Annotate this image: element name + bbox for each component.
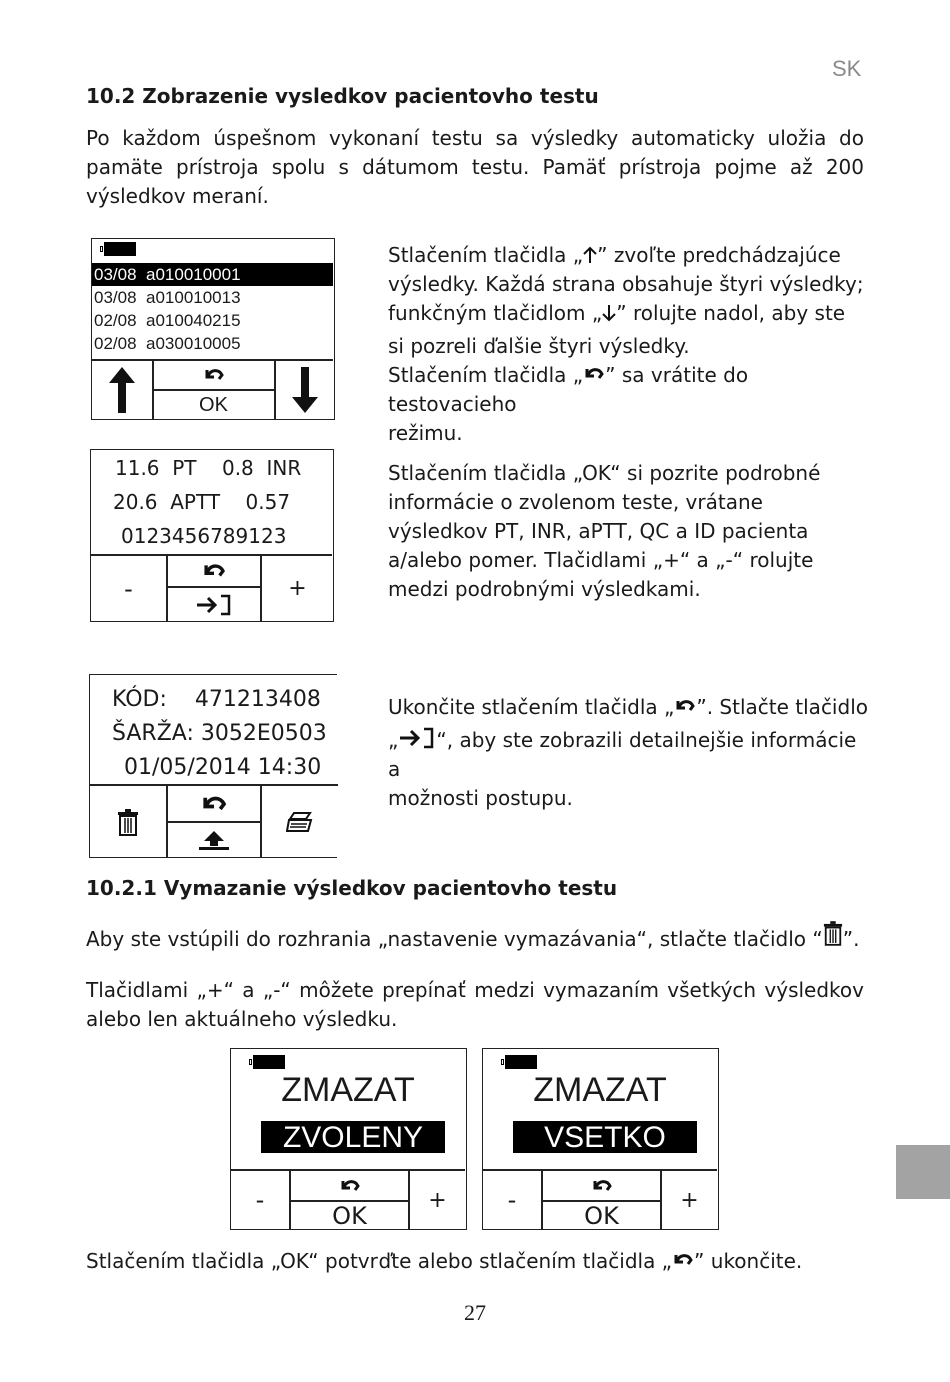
up-arrow-icon bbox=[109, 367, 135, 413]
back-button[interactable] bbox=[291, 1171, 408, 1200]
plus-button[interactable]: + bbox=[428, 1187, 447, 1213]
return-icon bbox=[672, 1252, 694, 1268]
test-info-screen bbox=[89, 674, 337, 858]
up-arrow-button[interactable] bbox=[92, 361, 152, 419]
plus-button[interactable]: + bbox=[680, 1187, 699, 1213]
lot-line: ŠARŽA: 3052E0503 bbox=[112, 721, 327, 746]
plus-button[interactable]: + bbox=[288, 576, 307, 601]
back-button[interactable] bbox=[543, 1171, 660, 1200]
printer-icon bbox=[286, 811, 314, 833]
minus-button[interactable]: - bbox=[124, 574, 133, 603]
patient-id: 0123456789123 bbox=[121, 524, 287, 548]
delete-title: ZMAZAT bbox=[533, 1071, 667, 1109]
delete-button[interactable] bbox=[90, 786, 166, 857]
intro-paragraph: Po každom úspešnom vykonaní testu sa výsledky automaticky uložia do pamäte prístroja spolu s dátumom testu. Pamäť prístroja pojme až 200 výsledkov meraní. bbox=[86, 126, 864, 208]
subsection-heading: 10.2.1 Vymazanie výsledkov pacientovho testu bbox=[86, 876, 618, 900]
ok-button[interactable]: OK bbox=[199, 393, 228, 416]
delete-all-screen bbox=[482, 1048, 719, 1230]
return-icon bbox=[339, 1178, 361, 1194]
toggle-instruction: Tlačidlami „+“ a „-“ môžete prepínať medzi vymazaním všetkých výsledkov alebo len aktuálneho výsledku. bbox=[86, 978, 864, 1031]
return-icon bbox=[197, 794, 231, 814]
ok-button[interactable]: OK bbox=[332, 1201, 367, 1230]
delete-option-selected[interactable]: ZVOLENY bbox=[261, 1121, 445, 1153]
down-arrow-button[interactable] bbox=[276, 361, 334, 419]
results-list-description: Stlačením tlačidla „ ” zvoľte predchádzajúce výsledky. Každá strana obsahuje štyri výsledky; funkčným tlačidlom „ ” rolujte nadol, aby ste si pozreli ďalšie štyri výsledky. Stlačením tlačidla „ ” sa vrátite do testovacieho režimu. bbox=[388, 243, 864, 445]
chapter-tab bbox=[896, 1145, 950, 1199]
return-icon bbox=[591, 1178, 613, 1194]
confirm-instruction: Stlačením tlačidla „OK“ potvrďte alebo stlačením tlačidla „ ” ukončite. bbox=[86, 1249, 803, 1273]
minus-button[interactable]: - bbox=[255, 1186, 265, 1214]
list-item[interactable]: 03/08 a010010013 bbox=[94, 288, 241, 307]
back-button[interactable] bbox=[153, 361, 274, 389]
back-button[interactable] bbox=[168, 556, 260, 586]
delete-instruction: Aby ste vstúpili do rozhrania „nastavenie vymazávania“, stlačte tlačidlo “ ”. bbox=[86, 920, 886, 954]
delete-option-selected[interactable]: VSETKO bbox=[513, 1121, 697, 1153]
ok-button[interactable]: OK bbox=[584, 1201, 619, 1230]
battery-icon bbox=[249, 1055, 285, 1069]
down-arrow-icon bbox=[602, 304, 616, 322]
up-arrow-icon bbox=[583, 246, 597, 264]
delete-selected-screen bbox=[230, 1048, 467, 1230]
minus-button[interactable]: - bbox=[507, 1186, 517, 1214]
back-button[interactable] bbox=[168, 786, 260, 821]
pt-inr-line: 11.6 PT 0.8 INR bbox=[115, 456, 302, 480]
trash-icon bbox=[823, 920, 843, 946]
page-number: 27 bbox=[464, 1300, 486, 1325]
test-datetime: 01/05/2014 14:30 bbox=[124, 755, 322, 780]
return-icon bbox=[201, 562, 227, 580]
aptt-line: 20.6 APTT 0.57 bbox=[113, 490, 291, 514]
return-icon bbox=[674, 698, 696, 714]
delete-title: ZMAZAT bbox=[281, 1071, 415, 1109]
enter-details-button[interactable] bbox=[168, 588, 260, 621]
test-info-description: Ukončite stlačením tlačidla „ ”. Stlačte tlačidlo „ “, aby ste zobrazili detailnejšie informácie a možnosti postupu. bbox=[388, 695, 868, 810]
enter-icon bbox=[398, 727, 436, 749]
language-code: SK bbox=[832, 56, 862, 81]
list-item[interactable]: 02/08 a010040215 bbox=[94, 311, 241, 330]
battery-icon bbox=[501, 1055, 537, 1069]
result-detail-screen bbox=[90, 449, 334, 622]
upload-icon bbox=[198, 829, 230, 851]
return-icon bbox=[203, 367, 225, 383]
result-detail-description: Stlačením tlačidla „OK“ si pozrite podrobné informácie o zvolenom teste, vrátane výsledkov PT, INR, aPTT, QC a ID pacienta a/alebo pomer. Tlačidlami „+“ a „-“ rolujte medzi podrobnými výsledkami. bbox=[388, 461, 821, 601]
section-heading: 10.2 Zobrazenie vysledkov pacientovho testu bbox=[86, 84, 599, 108]
battery-icon bbox=[100, 242, 136, 256]
print-button[interactable] bbox=[262, 786, 338, 857]
return-icon bbox=[583, 366, 605, 382]
results-list-screen bbox=[91, 238, 335, 420]
enter-icon bbox=[195, 594, 233, 616]
down-arrow-icon bbox=[292, 367, 318, 413]
list-item[interactable]: 02/08 a030010005 bbox=[94, 334, 241, 353]
upload-button[interactable] bbox=[168, 823, 260, 857]
trash-icon bbox=[117, 808, 139, 836]
list-item-selected[interactable]: 03/08 a010010001 bbox=[92, 263, 333, 286]
code-line: KÓD: 471213408 bbox=[112, 687, 321, 712]
